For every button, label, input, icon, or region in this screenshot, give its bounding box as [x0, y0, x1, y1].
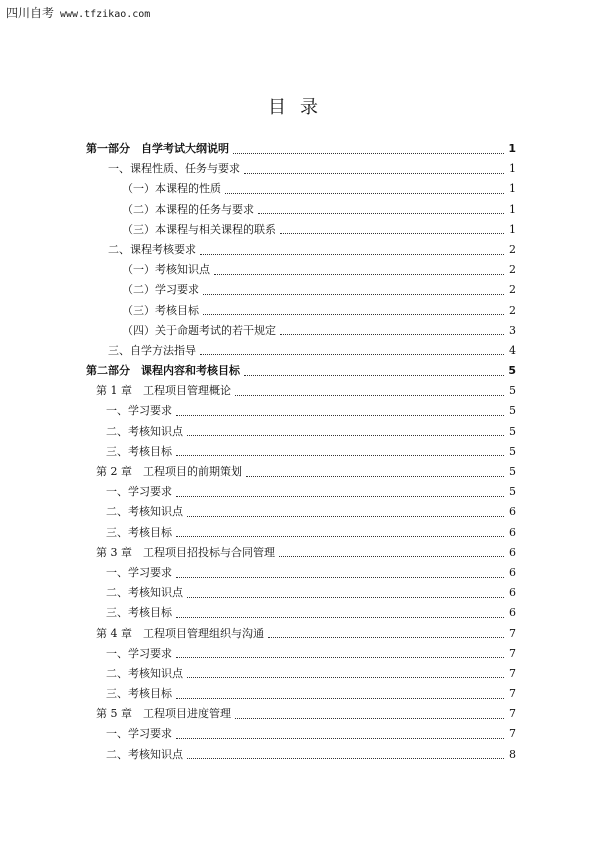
- toc-entry-page: 7: [509, 666, 516, 680]
- dot-leader: [268, 636, 504, 638]
- toc-entry-label: （三）考核目标: [122, 301, 201, 321]
- toc-entry-label: （二）本课程的任务与要求: [122, 200, 256, 220]
- toc-entry[interactable]: [86, 240, 516, 260]
- dot-leader: [176, 535, 504, 537]
- toc-entry-page: 3: [509, 323, 516, 337]
- toc-entry-label: （一）考核知识点: [122, 260, 212, 280]
- toc-entry-label: 一、课程性质、任务与要求: [108, 159, 242, 179]
- toc-entry-page: 6: [509, 545, 516, 559]
- toc-entry-page: 2: [509, 283, 516, 297]
- toc-entry-page: 7: [509, 646, 516, 660]
- toc-entry-label: （二）学习要求: [122, 280, 201, 300]
- toc-entry-page: 7: [509, 687, 516, 701]
- toc-entry-label: 第 4 章 工程项目管理组织与沟通: [96, 624, 266, 644]
- dot-leader: [187, 596, 504, 598]
- toc-entry-page: 5: [509, 465, 516, 478]
- toc-entry[interactable]: [86, 280, 516, 300]
- toc-entry[interactable]: [86, 301, 516, 321]
- toc-entry-label: 第二部分 课程内容和考核目标: [86, 361, 242, 381]
- toc-entry[interactable]: [86, 724, 516, 744]
- dot-leader: [280, 333, 504, 335]
- dot-leader: [200, 253, 504, 255]
- dot-leader: [176, 495, 504, 497]
- toc-entry-label: 二、考核知识点: [106, 745, 185, 765]
- dot-leader: [235, 717, 504, 719]
- toc-entry-label: （三）本课程与相关课程的联系: [122, 220, 278, 240]
- page-title: 目录: [268, 97, 332, 118]
- toc-entry-label: 一、学习要求: [106, 563, 174, 583]
- toc-entry[interactable]: [86, 543, 516, 563]
- toc-entry-page: 7: [509, 626, 516, 640]
- toc-entry-label: 三、自学方法指导: [108, 341, 198, 361]
- dot-leader: [203, 313, 504, 315]
- toc-entry[interactable]: [86, 442, 516, 462]
- dot-leader: [176, 656, 504, 658]
- dot-leader: [235, 394, 504, 396]
- site-name: 四川自考: [6, 6, 55, 20]
- toc-entry-label: 第一部分 自学考试大纲说明: [86, 139, 231, 159]
- toc-entry-page: 1: [508, 142, 516, 155]
- toc-entry-label: 第 2 章 工程项目的前期策划: [96, 462, 244, 482]
- toc-entry-page: 5: [509, 485, 516, 499]
- dot-leader: [244, 172, 504, 174]
- toc-entry-label: 二、考核知识点: [106, 422, 185, 442]
- toc-entry-page: 6: [509, 586, 516, 600]
- toc-entry[interactable]: [86, 381, 516, 401]
- dot-leader: [176, 576, 504, 578]
- toc-entry-page: 6: [509, 606, 516, 620]
- toc-entry-page: 1: [509, 182, 516, 196]
- dot-leader: [176, 454, 504, 456]
- dot-leader: [214, 273, 504, 275]
- toc-entry[interactable]: [86, 462, 516, 482]
- dot-leader: [176, 616, 504, 618]
- toc-entry-label: 三、考核目标: [106, 523, 174, 543]
- toc-entry-label: 三、考核目标: [106, 684, 174, 704]
- toc-entry[interactable]: [86, 341, 516, 361]
- toc-entry[interactable]: [86, 664, 516, 684]
- toc-entry[interactable]: [86, 745, 516, 765]
- toc-entry[interactable]: [86, 644, 516, 664]
- toc-entry-label: （四）关于命题考试的若干规定: [122, 321, 278, 341]
- dot-leader: [187, 676, 504, 678]
- toc-entry-label: （一）本课程的性质: [122, 179, 223, 199]
- toc-entry-page: 1: [509, 162, 516, 176]
- toc-entry-page: 5: [509, 384, 516, 398]
- toc-entry[interactable]: [86, 603, 516, 623]
- toc-entry[interactable]: [86, 704, 516, 724]
- toc-entry-page: 5: [509, 424, 516, 438]
- toc-entry-label: 第 5 章 工程项目进度管理: [96, 704, 233, 724]
- toc-entry-page: 6: [509, 565, 516, 579]
- toc-entry[interactable]: [86, 159, 516, 179]
- toc-entry[interactable]: [86, 563, 516, 583]
- dot-leader: [187, 434, 504, 436]
- toc-entry-page: 1: [509, 202, 516, 216]
- toc-entry-label: 二、课程考核要求: [108, 240, 198, 260]
- dot-leader: [203, 293, 504, 295]
- dot-leader: [176, 737, 504, 739]
- dot-leader: [187, 515, 504, 517]
- toc-entry-page: 6: [509, 525, 516, 539]
- toc-entry-label: 二、考核知识点: [106, 502, 185, 522]
- site-url: www.tfzikao.com: [60, 9, 151, 20]
- toc-entry-label: 二、考核知识点: [106, 664, 185, 684]
- toc-entry[interactable]: [86, 523, 516, 543]
- dot-leader: [244, 374, 504, 376]
- toc-entry-label: 二、考核知识点: [106, 583, 185, 603]
- toc-entry-label: 三、考核目标: [106, 603, 174, 623]
- toc-entry-label: 第 3 章 工程项目招投标与合同管理: [96, 543, 277, 563]
- dot-leader: [279, 555, 504, 557]
- toc-entry-label: 一、学习要求: [106, 644, 174, 664]
- toc-entry-label: 一、学习要求: [106, 482, 174, 502]
- toc-entry[interactable]: [86, 583, 516, 603]
- toc-entry-page: 2: [509, 263, 516, 277]
- toc-entry-page: 7: [509, 727, 516, 741]
- dot-leader: [225, 192, 504, 194]
- dot-leader: [176, 697, 504, 699]
- toc-entry-page: 2: [509, 303, 516, 317]
- dot-leader: [246, 475, 504, 477]
- page-header: [6, 4, 150, 21]
- toc-entry[interactable]: [86, 260, 516, 280]
- toc-entry[interactable]: [86, 200, 516, 220]
- toc-entry[interactable]: [86, 482, 516, 502]
- toc-entry-label: 三、考核目标: [106, 442, 174, 462]
- toc-entry-page: 7: [509, 707, 516, 721]
- toc-entry-page: 2: [509, 242, 516, 256]
- dot-leader: [280, 232, 504, 234]
- toc-entry-page: 1: [509, 222, 516, 236]
- toc-entry-page: 5: [509, 444, 516, 458]
- toc-entry[interactable]: [86, 139, 516, 159]
- toc-entry-label: 一、学习要求: [106, 401, 174, 421]
- toc-entry[interactable]: [86, 401, 516, 421]
- toc-entry[interactable]: [86, 502, 516, 522]
- toc-entry[interactable]: [86, 220, 516, 240]
- toc-entry[interactable]: [86, 624, 516, 644]
- table-of-contents: [86, 139, 516, 765]
- toc-entry-page: 5: [508, 364, 516, 378]
- toc-entry[interactable]: [86, 422, 516, 442]
- dot-leader: [258, 212, 504, 214]
- dot-leader: [200, 353, 504, 355]
- dot-leader: [187, 757, 504, 759]
- toc-entry-label: 一、学习要求: [106, 724, 174, 744]
- toc-entry-page: 8: [509, 747, 516, 761]
- toc-entry[interactable]: [86, 684, 516, 704]
- toc-entry[interactable]: [86, 361, 516, 381]
- dot-leader: [176, 414, 504, 416]
- toc-entry-label: 第 1 章 工程项目管理概论: [96, 381, 233, 401]
- toc-entry-page: 6: [509, 505, 516, 519]
- toc-entry-page: 5: [509, 404, 516, 418]
- dot-leader: [233, 152, 504, 154]
- toc-entry-page: 4: [509, 343, 516, 357]
- toc-entry[interactable]: [86, 321, 516, 341]
- toc-entry[interactable]: [86, 179, 516, 199]
